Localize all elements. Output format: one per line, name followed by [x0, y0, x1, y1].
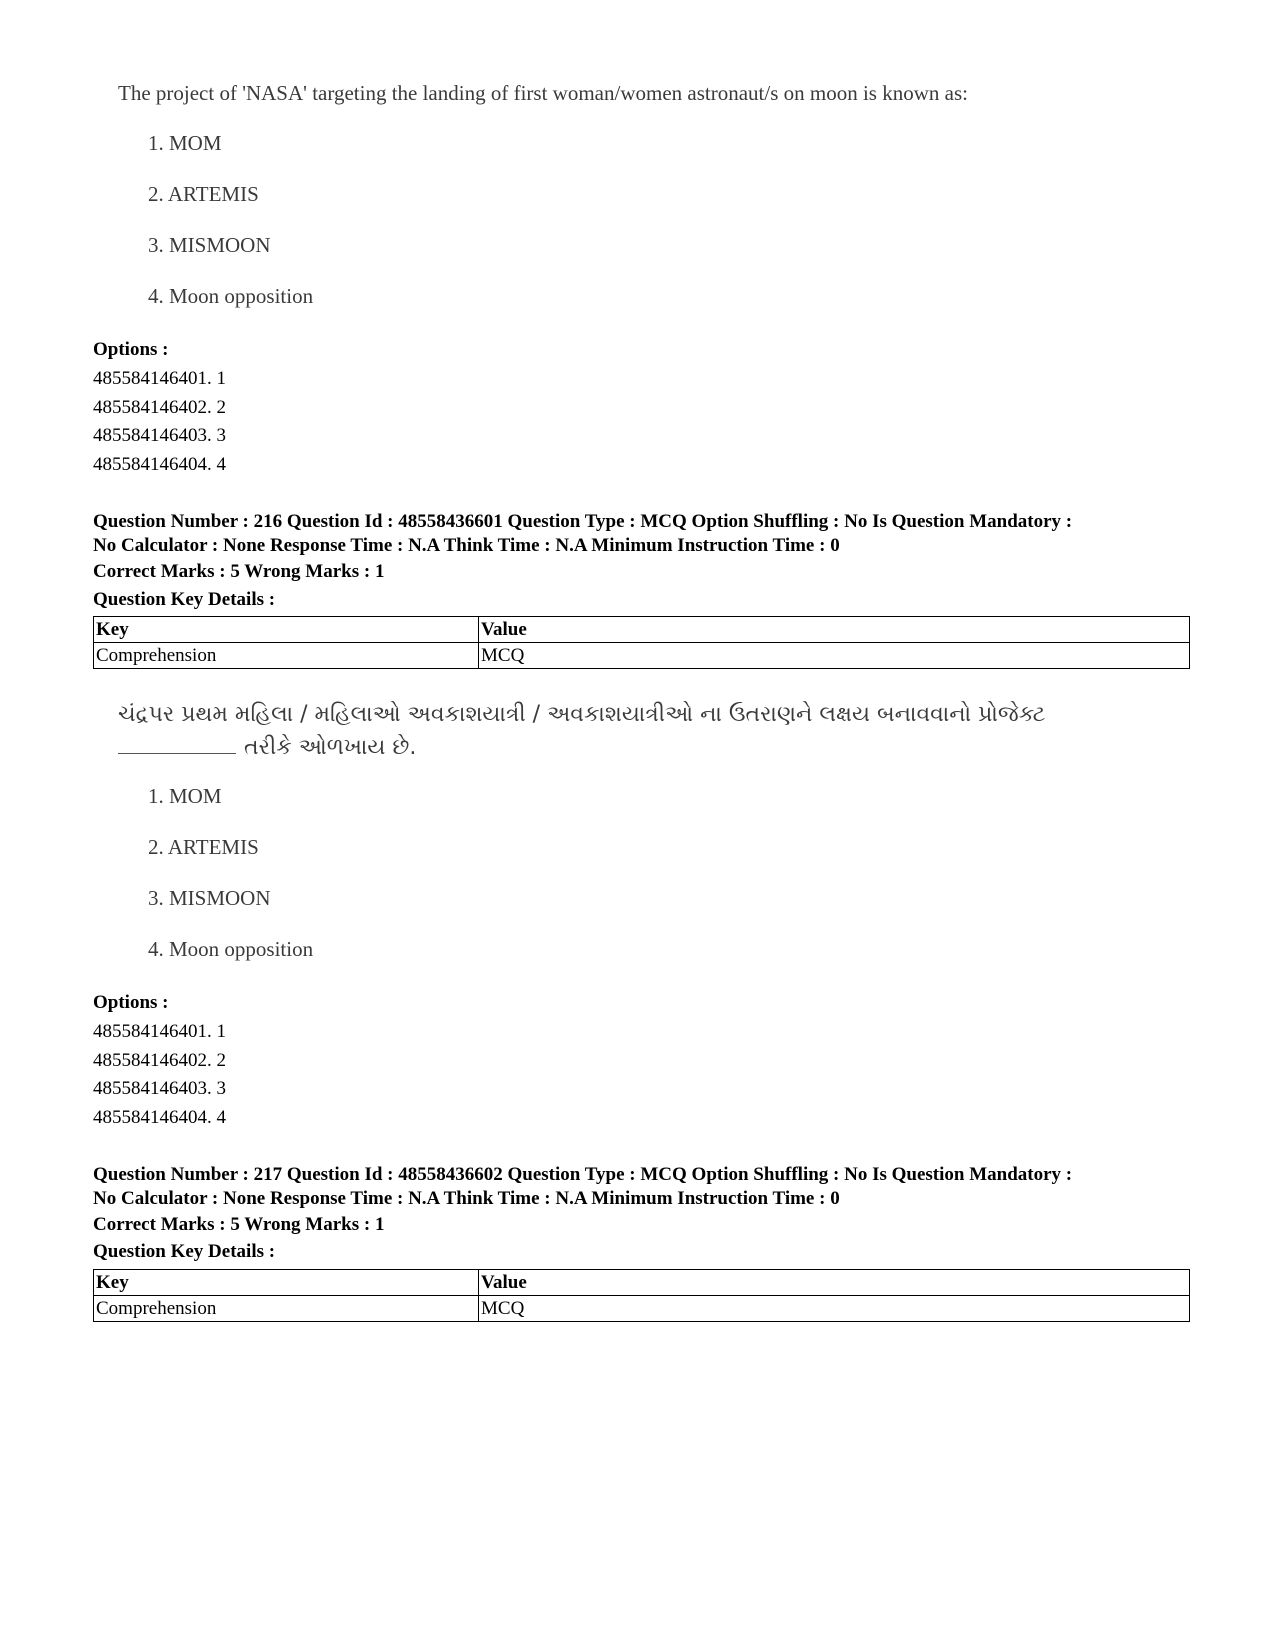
- table-header-value: Value: [479, 617, 1190, 643]
- table-header-row: [94, 617, 1190, 643]
- table-row: [94, 1296, 1190, 1322]
- options-list: [93, 1018, 226, 1132]
- choice-1: 1. MOM: [148, 131, 222, 155]
- option-item: 485584146404. 4: [93, 1106, 226, 1128]
- key-details-heading: Question Key Details :: [93, 1241, 276, 1262]
- question-image-english: [118, 78, 1118, 318]
- key-details-table: [93, 1269, 1190, 1322]
- option-item: 485584146402. 2: [93, 396, 226, 418]
- table-cell-value: MCQ: [479, 1296, 1190, 1322]
- meta-line-2: No Calculator : None Response Time : N.A Think Time : N.A Minimum Instruction Time : 0: [93, 535, 840, 556]
- meta-line-1: Question Number : 216 Question Id : 48558436601 Question Type : MCQ Option Shuffling : No Is Question Mandatory :: [93, 511, 1073, 532]
- choice-3: 3. MISMOON: [148, 233, 271, 257]
- fill-blank: [118, 753, 236, 754]
- meta-line-2: No Calculator : None Response Time : N.A Think Time : N.A Minimum Instruction Time : 0: [93, 1188, 840, 1209]
- key-details-heading: Question Key Details :: [93, 589, 276, 610]
- choice-1: 1. MOM: [148, 784, 222, 808]
- marks-line: Correct Marks : 5 Wrong Marks : 1: [93, 561, 385, 582]
- meta-line-1: Question Number : 217 Question Id : 48558436602 Question Type : MCQ Option Shuffling : No Is Question Mandatory :: [93, 1164, 1073, 1185]
- table-header-row: [94, 1270, 1190, 1296]
- table-header-value: Value: [479, 1270, 1190, 1296]
- marks-line: Correct Marks : 5 Wrong Marks : 1: [93, 1214, 385, 1235]
- question-stem-line-2-text: તરીકે ઓળખાય છે.: [244, 735, 417, 760]
- choice-2: 2. ARTEMIS: [148, 835, 259, 859]
- choice-4: 4. Moon opposition: [148, 937, 314, 961]
- table-cell-key: Comprehension: [94, 643, 479, 669]
- table-header-key: Key: [94, 1270, 479, 1296]
- choice-2: 2. ARTEMIS: [148, 182, 259, 206]
- option-item: 485584146404. 4: [93, 453, 226, 475]
- option-item: 485584146402. 2: [93, 1049, 226, 1071]
- options-heading: Options :: [93, 992, 169, 1013]
- question-meta: [93, 1163, 1193, 1211]
- question-meta: [93, 510, 1193, 558]
- table-cell-value: MCQ: [479, 643, 1190, 669]
- question-image-gujarati: [118, 698, 1118, 968]
- option-item: 485584146403. 3: [93, 1078, 226, 1099]
- table-header-key: Key: [94, 617, 479, 643]
- question-stem-line-1: ચંદ્રપર પ્રથમ મહિલા / મહિલાઓ અવકાશયાત્રી / અવકાશયાત્રીઓ ના ઉતરાણને લક્ષય બનાવવાનો પ્રોજેક્ટ: [118, 702, 1046, 727]
- option-item: 485584146401. 1: [93, 1021, 226, 1042]
- choice-3: 3. MISMOON: [148, 886, 271, 910]
- option-item: 485584146401. 1: [93, 368, 226, 389]
- options-heading: Options :: [93, 339, 169, 360]
- options-list: [93, 365, 226, 479]
- question-stem-line-2: [118, 731, 1118, 764]
- table-row: [94, 643, 1190, 669]
- question-stem: The project of 'NASA' targeting the landing of first woman/women astronaut/s on moon is known as:: [118, 81, 968, 105]
- option-item: 485584146403. 3: [93, 425, 226, 446]
- choice-4: 4. Moon opposition: [148, 284, 314, 308]
- table-cell-key: Comprehension: [94, 1296, 479, 1322]
- key-details-table: [93, 616, 1190, 669]
